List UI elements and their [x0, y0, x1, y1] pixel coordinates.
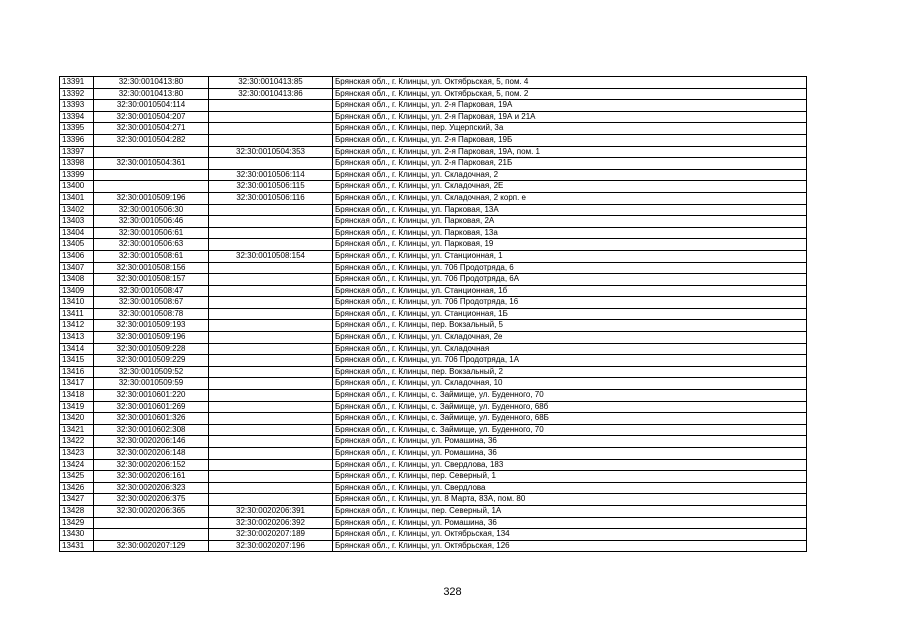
- cadastral-number-land-cell: 32:30:0010602:308: [94, 424, 209, 436]
- address-cell: Брянская обл., г. Клинцы, ул. Станционная, 1: [333, 250, 807, 262]
- cadastral-number-object-cell: [209, 436, 333, 448]
- row-number-cell: 13423: [60, 448, 94, 460]
- row-number-cell: 13420: [60, 413, 94, 425]
- address-cell: Брянская обл., г. Клинцы, ул. 2-я Парковая, 19А, пом. 1: [333, 146, 807, 158]
- address-cell: Брянская обл., г. Клинцы, пер. Вокзальный, 5: [333, 320, 807, 332]
- row-number-cell: 13401: [60, 192, 94, 204]
- table-row: [60, 482, 807, 494]
- address-cell: Брянская обл., г. Клинцы, ул. Станционная, 1б: [333, 285, 807, 297]
- address-cell: Брянская обл., г. Клинцы, пер. Северный, 1А: [333, 505, 807, 517]
- table-row: [60, 401, 807, 413]
- cadastral-number-object-cell: [209, 297, 333, 309]
- cadastral-number-object-cell: [209, 274, 333, 286]
- address-cell: Брянская обл., г. Клинцы, ул. Ромашина, 36: [333, 517, 807, 529]
- row-number-cell: 13396: [60, 134, 94, 146]
- address-cell: Брянская обл., г. Клинцы, ул. Складочная, 2 корп. е: [333, 192, 807, 204]
- table-row: [60, 320, 807, 332]
- row-number-cell: 13393: [60, 100, 94, 112]
- cadastral-number-land-cell: 32:30:0010601:269: [94, 401, 209, 413]
- address-cell: Брянская обл., г. Клинцы, ул. Станционная, 1Б: [333, 308, 807, 320]
- row-number-cell: 13424: [60, 459, 94, 471]
- cadastral-number-land-cell: 32:30:0010508:78: [94, 308, 209, 320]
- row-number-cell: 13422: [60, 436, 94, 448]
- table-row: [60, 239, 807, 251]
- cadastral-number-object-cell: 32:30:0020206:392: [209, 517, 333, 529]
- address-cell: Брянская обл., г. Клинцы, ул. Октябрьская, 134: [333, 529, 807, 541]
- cadastral-number-land-cell: 32:30:0010508:47: [94, 285, 209, 297]
- row-number-cell: 13397: [60, 146, 94, 158]
- table-row: [60, 100, 807, 112]
- table-row: [60, 111, 807, 123]
- cadastral-number-object-cell: [209, 216, 333, 228]
- address-cell: Брянская обл., г. Клинцы, ул. 2-я Парковая, 19А и 21А: [333, 111, 807, 123]
- table-row: [60, 227, 807, 239]
- address-cell: Брянская обл., г. Клинцы, ул. Октябрьская, 5, пом. 2: [333, 88, 807, 100]
- table-row: [60, 471, 807, 483]
- table-row: [60, 285, 807, 297]
- table-row: [60, 274, 807, 286]
- table-row: [60, 378, 807, 390]
- cadastral-number-object-cell: 32:30:0010413:85: [209, 77, 333, 89]
- cadastral-number-land-cell: 32:30:0010508:61: [94, 250, 209, 262]
- row-number-cell: 13407: [60, 262, 94, 274]
- row-number-cell: 13416: [60, 366, 94, 378]
- address-cell: Брянская обл., г. Клинцы, ул. 2-я Парковая, 21Б: [333, 158, 807, 170]
- cadastral-number-object-cell: [209, 227, 333, 239]
- row-number-cell: 13404: [60, 227, 94, 239]
- table-row: [60, 517, 807, 529]
- table-row: [60, 343, 807, 355]
- address-cell: Брянская обл., г. Клинцы, ул. Парковая, 2А: [333, 216, 807, 228]
- table-row: [60, 366, 807, 378]
- row-number-cell: 13418: [60, 390, 94, 402]
- row-number-cell: 13408: [60, 274, 94, 286]
- address-cell: Брянская обл., г. Клинцы, пер. Ущерпский, 3а: [333, 123, 807, 135]
- cadastral-number-land-cell: 32:30:0010508:67: [94, 297, 209, 309]
- table-body: [60, 77, 807, 552]
- row-number-cell: 13417: [60, 378, 94, 390]
- cadastral-number-object-cell: [209, 355, 333, 367]
- table-row: [60, 529, 807, 541]
- cadastral-number-object-cell: [209, 239, 333, 251]
- table-row: [60, 308, 807, 320]
- cadastral-number-land-cell: [94, 181, 209, 193]
- cadastral-number-land-cell: 32:30:0020206:365: [94, 505, 209, 517]
- row-number-cell: 13431: [60, 540, 94, 552]
- row-number-cell: 13414: [60, 343, 94, 355]
- cadastral-number-land-cell: 32:30:0010504:361: [94, 158, 209, 170]
- cadastral-number-land-cell: 32:30:0020206:148: [94, 448, 209, 460]
- cadastral-number-land-cell: 32:30:0010509:196: [94, 192, 209, 204]
- cadastral-number-land-cell: 32:30:0010509:52: [94, 366, 209, 378]
- cadastral-number-object-cell: [209, 100, 333, 112]
- cadastral-number-object-cell: 32:30:0010506:115: [209, 181, 333, 193]
- row-number-cell: 13425: [60, 471, 94, 483]
- cadastral-number-land-cell: 32:30:0010506:61: [94, 227, 209, 239]
- cadastral-number-land-cell: 32:30:0010508:157: [94, 274, 209, 286]
- cadastral-number-object-cell: [209, 308, 333, 320]
- cadastral-number-land-cell: 32:30:0020206:323: [94, 482, 209, 494]
- address-cell: Брянская обл., г. Клинцы, ул. Парковая, 19: [333, 239, 807, 251]
- cadastral-number-object-cell: 32:30:0010506:114: [209, 169, 333, 181]
- address-cell: Брянская обл., г. Клинцы, с. Займище, ул. Буденного, 68б: [333, 401, 807, 413]
- address-cell: Брянская обл., г. Клинцы, с. Займище, ул. Буденного, 70: [333, 390, 807, 402]
- cadastral-number-land-cell: 32:30:0020206:375: [94, 494, 209, 506]
- table-row: [60, 181, 807, 193]
- address-cell: Брянская обл., г. Клинцы, ул. 706 Продотряда, 1А: [333, 355, 807, 367]
- address-cell: Брянская обл., г. Клинцы, пер. Северный, 1: [333, 471, 807, 483]
- table-row: [60, 262, 807, 274]
- cadastral-number-object-cell: [209, 401, 333, 413]
- row-number-cell: 13430: [60, 529, 94, 541]
- cadastral-number-land-cell: 32:30:0010413:80: [94, 88, 209, 100]
- cadastral-number-object-cell: [209, 471, 333, 483]
- cadastral-number-object-cell: [209, 424, 333, 436]
- cadastral-number-land-cell: 32:30:0010508:156: [94, 262, 209, 274]
- cadastral-number-object-cell: [209, 332, 333, 344]
- cadastral-number-land-cell: 32:30:0010504:282: [94, 134, 209, 146]
- cadastral-number-land-cell: [94, 169, 209, 181]
- cadastral-number-object-cell: 32:30:0010508:154: [209, 250, 333, 262]
- address-cell: Брянская обл., г. Клинцы, ул. Складочная, 10: [333, 378, 807, 390]
- cadastral-number-object-cell: 32:30:0010506:116: [209, 192, 333, 204]
- row-number-cell: 13391: [60, 77, 94, 89]
- address-cell: Брянская обл., г. Клинцы, ул. Свердлова: [333, 482, 807, 494]
- cadastral-number-land-cell: 32:30:0010601:220: [94, 390, 209, 402]
- table-row: [60, 390, 807, 402]
- table-row: [60, 192, 807, 204]
- address-cell: Брянская обл., г. Клинцы, ул. 706 Продотряда, 6: [333, 262, 807, 274]
- cadastral-number-land-cell: 32:30:0010506:63: [94, 239, 209, 251]
- address-cell: Брянская обл., г. Клинцы, ул. Свердлова, 183: [333, 459, 807, 471]
- table-row: [60, 459, 807, 471]
- address-cell: Брянская обл., г. Клинцы, ул. 706 Продотряда, 6А: [333, 274, 807, 286]
- row-number-cell: 13398: [60, 158, 94, 170]
- cadastral-number-object-cell: [209, 285, 333, 297]
- row-number-cell: 13406: [60, 250, 94, 262]
- address-cell: Брянская обл., г. Клинцы, ул. Ромашина, 36: [333, 436, 807, 448]
- row-number-cell: 13413: [60, 332, 94, 344]
- cadastral-number-land-cell: [94, 146, 209, 158]
- cadastral-number-land-cell: 32:30:0020206:146: [94, 436, 209, 448]
- table-row: [60, 494, 807, 506]
- table-row: [60, 332, 807, 344]
- cadastral-number-land-cell: 32:30:0010509:59: [94, 378, 209, 390]
- cadastral-number-land-cell: 32:30:0010504:114: [94, 100, 209, 112]
- table-row: [60, 355, 807, 367]
- cadastral-records-table: [59, 76, 807, 552]
- row-number-cell: 13395: [60, 123, 94, 135]
- row-number-cell: 13405: [60, 239, 94, 251]
- cadastral-number-object-cell: 32:30:0020207:189: [209, 529, 333, 541]
- row-number-cell: 13429: [60, 517, 94, 529]
- table-row: [60, 158, 807, 170]
- cadastral-number-object-cell: 32:30:0020206:391: [209, 505, 333, 517]
- address-cell: Брянская обл., г. Клинцы, пер. Вокзальный, 2: [333, 366, 807, 378]
- table-row: [60, 146, 807, 158]
- cadastral-number-object-cell: [209, 123, 333, 135]
- row-number-cell: 13411: [60, 308, 94, 320]
- address-cell: Брянская обл., г. Клинцы, ул. Складочная, 2: [333, 169, 807, 181]
- cadastral-number-land-cell: 32:30:0010509:196: [94, 332, 209, 344]
- cadastral-number-object-cell: [209, 390, 333, 402]
- row-number-cell: 13428: [60, 505, 94, 517]
- address-cell: Брянская обл., г. Клинцы, ул. Парковая, 13А: [333, 204, 807, 216]
- address-cell: Брянская обл., г. Клинцы, ул. Складочная: [333, 343, 807, 355]
- cadastral-number-land-cell: 32:30:0010506:46: [94, 216, 209, 228]
- table-row: [60, 123, 807, 135]
- cadastral-number-object-cell: [209, 262, 333, 274]
- address-cell: Брянская обл., г. Клинцы, ул. Парковая, 13а: [333, 227, 807, 239]
- address-cell: Брянская обл., г. Клинцы, ул. Складочная, 2Е: [333, 181, 807, 193]
- cadastral-number-object-cell: [209, 494, 333, 506]
- row-number-cell: 13415: [60, 355, 94, 367]
- table-row: [60, 436, 807, 448]
- address-cell: Брянская обл., г. Клинцы, ул. 706 Продотряда, 16: [333, 297, 807, 309]
- cadastral-number-land-cell: 32:30:0010509:228: [94, 343, 209, 355]
- cadastral-number-land-cell: 32:30:0010506:30: [94, 204, 209, 216]
- row-number-cell: 13427: [60, 494, 94, 506]
- table-row: [60, 250, 807, 262]
- cadastral-number-object-cell: [209, 111, 333, 123]
- address-cell: Брянская обл., г. Клинцы, ул. 2-я Парковая, 19Б: [333, 134, 807, 146]
- address-cell: Брянская обл., г. Клинцы, ул. Октябрьская, 126: [333, 540, 807, 552]
- cadastral-number-object-cell: [209, 378, 333, 390]
- cadastral-number-object-cell: [209, 204, 333, 216]
- row-number-cell: 13421: [60, 424, 94, 436]
- cadastral-number-object-cell: 32:30:0010504:353: [209, 146, 333, 158]
- address-cell: Брянская обл., г. Клинцы, ул. Октябрьская, 5, пом. 4: [333, 77, 807, 89]
- cadastral-number-object-cell: [209, 482, 333, 494]
- table-row: [60, 505, 807, 517]
- row-number-cell: 13412: [60, 320, 94, 332]
- row-number-cell: 13403: [60, 216, 94, 228]
- cadastral-number-object-cell: 32:30:0020207:196: [209, 540, 333, 552]
- cadastral-number-object-cell: 32:30:0010413:86: [209, 88, 333, 100]
- table-row: [60, 413, 807, 425]
- address-cell: Брянская обл., г. Клинцы, ул. 2-я Парковая, 19А: [333, 100, 807, 112]
- address-cell: Брянская обл., г. Клинцы, с. Займище, ул. Буденного, 70: [333, 424, 807, 436]
- table-row: [60, 297, 807, 309]
- table-row: [60, 424, 807, 436]
- cadastral-number-object-cell: [209, 134, 333, 146]
- cadastral-number-object-cell: [209, 413, 333, 425]
- table-row: [60, 448, 807, 460]
- cadastral-number-land-cell: 32:30:0010601:326: [94, 413, 209, 425]
- row-number-cell: 13399: [60, 169, 94, 181]
- table-row: [60, 540, 807, 552]
- address-cell: Брянская обл., г. Клинцы, ул. Складочная, 2е: [333, 332, 807, 344]
- row-number-cell: 13419: [60, 401, 94, 413]
- row-number-cell: 13409: [60, 285, 94, 297]
- cadastral-number-object-cell: [209, 343, 333, 355]
- cadastral-number-land-cell: 32:30:0010413:80: [94, 77, 209, 89]
- cadastral-number-land-cell: 32:30:0010509:229: [94, 355, 209, 367]
- cadastral-number-land-cell: [94, 517, 209, 529]
- table-row: [60, 134, 807, 146]
- row-number-cell: 13426: [60, 482, 94, 494]
- row-number-cell: 13392: [60, 88, 94, 100]
- address-cell: Брянская обл., г. Клинцы, ул. 8 Марта, 83А, пом. 80: [333, 494, 807, 506]
- cadastral-number-land-cell: 32:30:0020207:129: [94, 540, 209, 552]
- cadastral-number-land-cell: 32:30:0020206:152: [94, 459, 209, 471]
- cadastral-number-object-cell: [209, 320, 333, 332]
- row-number-cell: 13394: [60, 111, 94, 123]
- cadastral-number-object-cell: [209, 158, 333, 170]
- table-row: [60, 88, 807, 100]
- address-cell: Брянская обл., г. Клинцы, ул. Ромашина, 36: [333, 448, 807, 460]
- row-number-cell: 13400: [60, 181, 94, 193]
- cadastral-number-object-cell: [209, 366, 333, 378]
- table-row: [60, 169, 807, 181]
- table-row: [60, 77, 807, 89]
- cadastral-number-land-cell: 32:30:0020206:161: [94, 471, 209, 483]
- row-number-cell: 13410: [60, 297, 94, 309]
- cadastral-number-object-cell: [209, 448, 333, 460]
- cadastral-number-land-cell: 32:30:0010509:193: [94, 320, 209, 332]
- table-row: [60, 204, 807, 216]
- cadastral-number-land-cell: 32:30:0010504:271: [94, 123, 209, 135]
- cadastral-number-land-cell: 32:30:0010504:207: [94, 111, 209, 123]
- page-number: 328: [443, 586, 462, 598]
- table-row: [60, 216, 807, 228]
- cadastral-number-land-cell: [94, 529, 209, 541]
- row-number-cell: 13402: [60, 204, 94, 216]
- cadastral-number-object-cell: [209, 459, 333, 471]
- address-cell: Брянская обл., г. Клинцы, с. Займище, ул. Буденного, 68Б: [333, 413, 807, 425]
